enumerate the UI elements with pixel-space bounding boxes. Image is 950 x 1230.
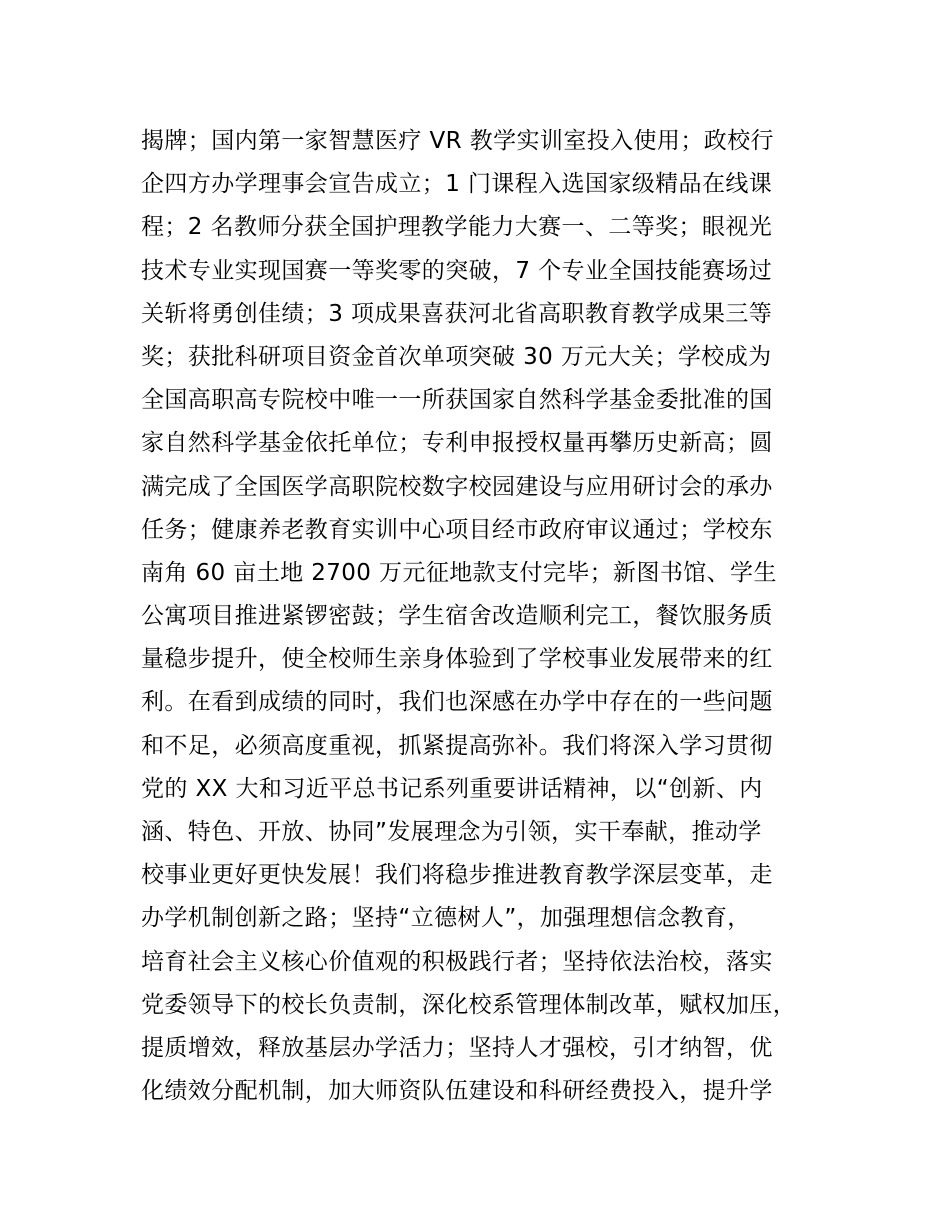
text-line: 奖；获批科研项目资金首次单项突破 30 万元大关；学校成为 (141, 343, 772, 370)
text-line: 关斩将勇创佳绩；3 项成果喜获河北省高职教育教学成果三等 (141, 300, 773, 327)
text-line: 程；2 名教师分获全国护理教学能力大赛一、二等奖；眼视光 (141, 214, 773, 241)
text-line: 化绩效分配机制，加大师资队伍建设和科研经费投入，提升学 (141, 1078, 773, 1105)
text-line: 涵、特色、开放、协同”发展理念为引领，实干奉献，推动学 (141, 819, 762, 845)
text-line: 校事业更好更快发展！我们将稳步推进教育教学深层变革，走 (141, 862, 773, 889)
text-line: 党的 XX 大和习近平总书记系列重要讲话精神，以“创新、内 (141, 775, 763, 802)
text-line: 培育社会主义核心价值观的积极践行者；坚持依法治校，落实 (141, 948, 773, 975)
body-text (141, 120, 841, 1113)
text-line: 满完成了全国医学高职院校数字校园建设与应用研讨会的承办 (141, 473, 773, 500)
text-line: 家自然科学基金依托单位；专利申报授权量再攀历史新高；圆 (141, 430, 773, 457)
text-line: 技术专业实现国赛一等奖零的突破，7 个专业全国技能赛场过 (141, 257, 773, 284)
text-line: 量稳步提升，使全校师生亲身体验到了学校事业发展带来的红 (141, 646, 773, 673)
text-line: 全国高职高专院校中唯一一所获国家自然科学基金委批准的国 (141, 387, 773, 414)
text-line: 南角 60 亩土地 2700 万元征地款支付完毕；新图书馆、学生 (141, 559, 777, 586)
text-line: 企四方办学理事会宣告成立；1 门课程入选国家级精品在线课 (141, 171, 773, 198)
text-line: 公寓项目推进紧锣密鼓；学生宿舍改造顺利完工，餐饮服务质 (141, 603, 773, 630)
text-line: 党委领导下的校长负责制，深化校系管理体制改革，赋权加压， (141, 991, 797, 1018)
text-line: 揭牌；国内第一家智慧医疗 VR 教学实训室投入使用；政校行 (141, 128, 774, 154)
text-line: 任务；健康养老教育实训中心项目经市政府审议通过；学校东 (141, 516, 773, 543)
text-line: 办学机制创新之路；坚持“立德树人”，加强理想信念教育， (141, 905, 751, 932)
text-line: 利。在看到成绩的同时，我们也深感在办学中存在的一些问题 (141, 689, 773, 716)
text-line: 和不足，必须高度重视，抓紧提高弥补。我们将深入学习贯彻 (141, 732, 773, 759)
text-line: 提质增效，释放基层办学活力；坚持人才强校，引才纳智，优 (141, 1034, 773, 1061)
